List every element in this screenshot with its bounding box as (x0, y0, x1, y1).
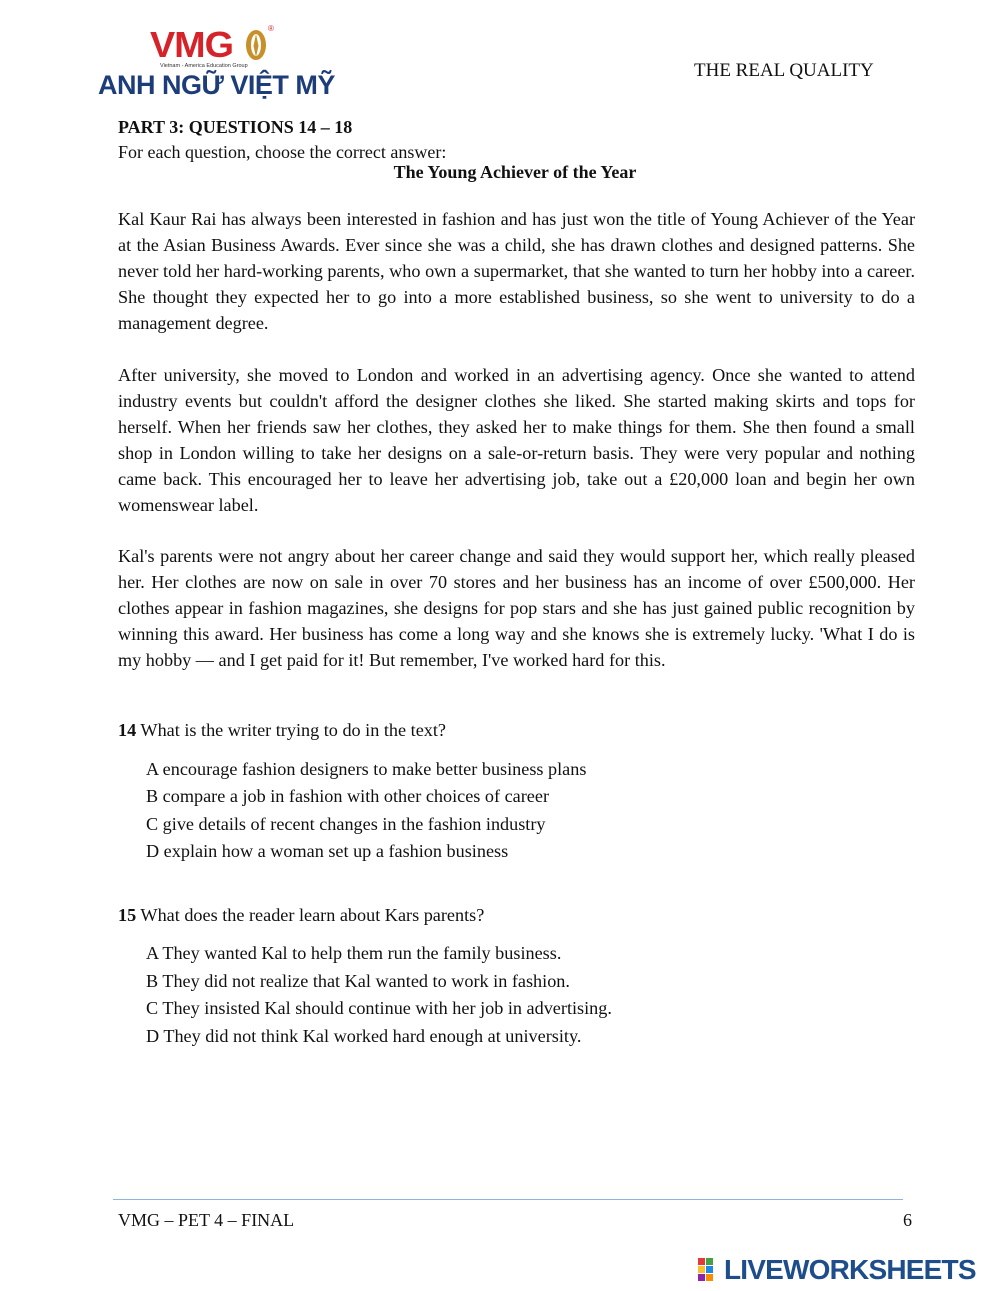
question-15 (118, 905, 484, 926)
question-14 (118, 720, 446, 741)
q15-option-c[interactable]: C They insisted Kal should continue with her job in advertising. (146, 998, 612, 1018)
q14-option-b[interactable]: B compare a job in fashion with other choices of career (146, 786, 550, 806)
passage-paragraph-3: Kal's parents were not angry about her career change and said they would support her, which really pleased her. Her clothes are now on sale in over 70 stores and her business has an income of over £500,000. Her clothes appear in fashion magazines, she designs for pop stars and she has just gained public recognition by winning this award. Her business has come a long way and she knows she is extremely lucky. 'What I do is my hobby — and I get paid for it! But remember, I've worked hard for this. (118, 546, 915, 670)
page-number: 6 (903, 1210, 912, 1230)
q14-option-c[interactable]: C give details of recent changes in the fashion industry (146, 814, 546, 834)
question-number: 14 (118, 720, 137, 740)
header-tagline: THE REAL QUALITY (694, 60, 874, 81)
liveworksheets-wordmark: LIVEWORKSHEETS (724, 1254, 976, 1285)
logo-name: ANH NGỮ VIỆT MỸ (98, 70, 335, 100)
q14-option-a[interactable]: A encourage fashion designers to make better business plans (146, 759, 587, 779)
q14-option-d[interactable]: D explain how a woman set up a fashion business (146, 841, 509, 861)
passage-paragraph-2: After university, she moved to London and worked in an advertising agency. Once she wanted to attend industry events but couldn't afford the designer clothes she liked. She started making skirts and tops for herself. When her friends saw her clothes, they asked her to make things for them. She then found a small shop in London willing to take her designs on a sale-or-return basis. They were very popular and nothing came back. This encouraged her to leave her advertising job, take out a £20,000 loan and begin her own womenswear label. (118, 365, 915, 515)
vmg-logo (98, 22, 335, 102)
passage-paragraph-1: Kal Kaur Rai has always been interested in fashion and has just won the title of Young Achiever of the Year at the Asian Business Awards. Ever since she was a child, she has drawn clothes and designed patterns. She never told her hard-working parents, who own a supermarket, that she wanted to turn her hobby into a career. She thought they expected her to go into a more established business, so she went to university to do a management degree. (118, 209, 915, 333)
question-number: 15 (118, 905, 137, 925)
logo-brand: VMG (150, 24, 233, 65)
passage-title: The Young Achiever of the Year (393, 162, 637, 182)
liveworksheets-blocks-icon (698, 1258, 722, 1282)
liveworksheets-badge[interactable] (698, 1254, 994, 1286)
q15-option-a[interactable]: A They wanted Kal to help them run the family business. (146, 943, 562, 963)
question-stem: What does the reader learn about Kars parents? (140, 905, 485, 925)
registered-mark: ® (268, 24, 274, 33)
q15-option-d[interactable]: D They did not think Kal worked hard enough at university. (146, 1026, 582, 1046)
q15-option-b[interactable]: B They did not realize that Kal wanted to work in fashion. (146, 971, 570, 991)
logo-subtitle: Vietnam - America Education Group (160, 63, 248, 69)
footer-divider (113, 1199, 903, 1200)
pen-nib-icon (244, 28, 268, 62)
part-title: PART 3: QUESTIONS 14 – 18 (118, 117, 353, 137)
instruction-text: For each question, choose the correct answer: (118, 142, 447, 162)
footer-label: VMG – PET 4 – FINAL (118, 1210, 295, 1230)
question-stem: What is the writer trying to do in the text? (140, 720, 446, 740)
